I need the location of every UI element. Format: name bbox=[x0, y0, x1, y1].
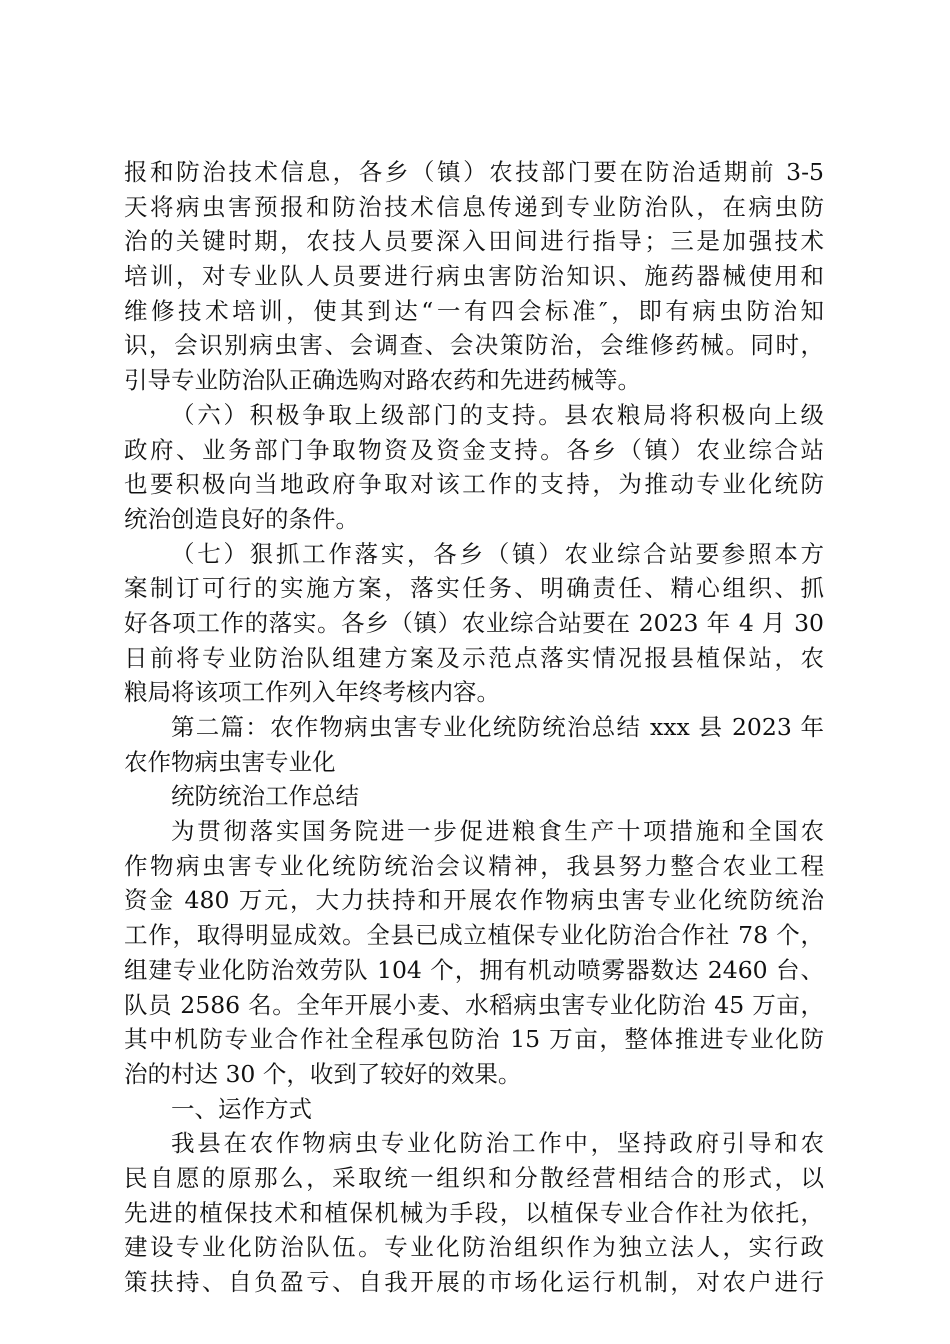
text-line: 也要积极向当地政府争取对该工作的支持，为推动专业化统防 bbox=[124, 470, 824, 499]
text-line: 治的村达 30 个，收到了较好的效果。 bbox=[124, 1059, 522, 1088]
text-line: 民自愿的原那么，采取统一组织和分散经营相结合的形式，以 bbox=[124, 1163, 824, 1192]
text-line: 粮局将该项工作列入年终考核内容。 bbox=[124, 678, 500, 707]
text-line: 组建专业化防治效劳队 104 个，拥有机动喷雾器数达 2460 台、 bbox=[124, 955, 824, 984]
text-line: 统治创造良好的条件。 bbox=[124, 504, 359, 533]
text-line: 作物病虫害专业化统防统治会议精神，我县努力整合农业工程 bbox=[124, 851, 824, 880]
text-line: 好各项工作的落实。各乡（镇）农业综合站要在 2023 年 4 月 30 bbox=[124, 608, 824, 637]
text-line: 日前将专业防治队组建方案及示范点落实情况报县植保站，农 bbox=[124, 643, 824, 672]
text-line: 其中机防专业合作社全程承包防治 15 万亩，整体推进专业化防 bbox=[124, 1025, 824, 1054]
operation-paragraph-first-line: 我县在农作物病虫专业化防治工作中，坚持政府引导和农 bbox=[171, 1129, 824, 1158]
text-line: 报和防治技术信息，各乡（镇）农技部门要在防治适期前 3-5 bbox=[124, 158, 824, 186]
text-line: 培训，对专业队人员要进行病虫害防治知识、施药器械使用和 bbox=[124, 262, 824, 291]
chapter-two-subtitle: 统防统治工作总结 bbox=[171, 782, 359, 811]
chapter-two-heading: 第二篇：农作物病虫害专业化统防统治总结 xxx 县 2023 年 bbox=[171, 713, 824, 741]
document-body bbox=[124, 155, 824, 1300]
section-heading-operation: 一、运作方式 bbox=[171, 1094, 312, 1123]
text-line: 先进的植保技术和植保机械为手段，以植保专业合作社为依托， bbox=[124, 1198, 824, 1227]
text-line: 队员 2586 名。全年开展小麦、水稻病虫害专业化防治 45 万亩， bbox=[124, 990, 824, 1019]
text-line: 策扶持、自负盈亏、自我开展的市场化运行机制，对农户进行 bbox=[124, 1268, 824, 1296]
text-line: 治的关键时期，农技人员要深入田间进行指导；三是加强技术 bbox=[124, 227, 824, 256]
section-seven-first-line: （七）狠抓工作落实，各乡（镇）农业综合站要参照本方 bbox=[171, 539, 824, 568]
text-line: 天将病虫害预报和防治技术信息传递到专业防治队，在病虫防 bbox=[124, 192, 824, 221]
text-line: 引导专业防治队正确选购对路农药和先进药械等。 bbox=[124, 366, 641, 395]
text-line: 资金 480 万元，大力扶持和开展农作物病虫害专业化统防统治 bbox=[124, 886, 824, 915]
text-line: 建设专业化防治队伍。专业化防治组织作为独立法人，实行政 bbox=[124, 1233, 824, 1262]
text-line: 工作，取得明显成效。全县已成立植保专业化防治合作社 78 个， bbox=[124, 921, 824, 950]
section-six-first-line: （六）积极争取上级部门的支持。县农粮局将积极向上级 bbox=[171, 400, 824, 429]
text-line: 维修技术培训，使其到达“一有四会标准″，即有病虫防治知 bbox=[124, 296, 824, 325]
text-line: 政府、业务部门争取物资及资金支持。各乡（镇）农业综合站 bbox=[124, 435, 824, 464]
text-line: 识，会识别病虫害、会调查、会决策防治，会维修药械。同时， bbox=[124, 331, 824, 360]
chapter-two-heading-cont: 农作物病虫害专业化 bbox=[124, 747, 336, 776]
intro-paragraph-first-line: 为贯彻落实国务院进一步促进粮食生产十项措施和全国农 bbox=[171, 817, 824, 846]
text-line: 案制订可行的实施方案，落实任务、明确责任、精心组织、抓 bbox=[124, 574, 824, 603]
